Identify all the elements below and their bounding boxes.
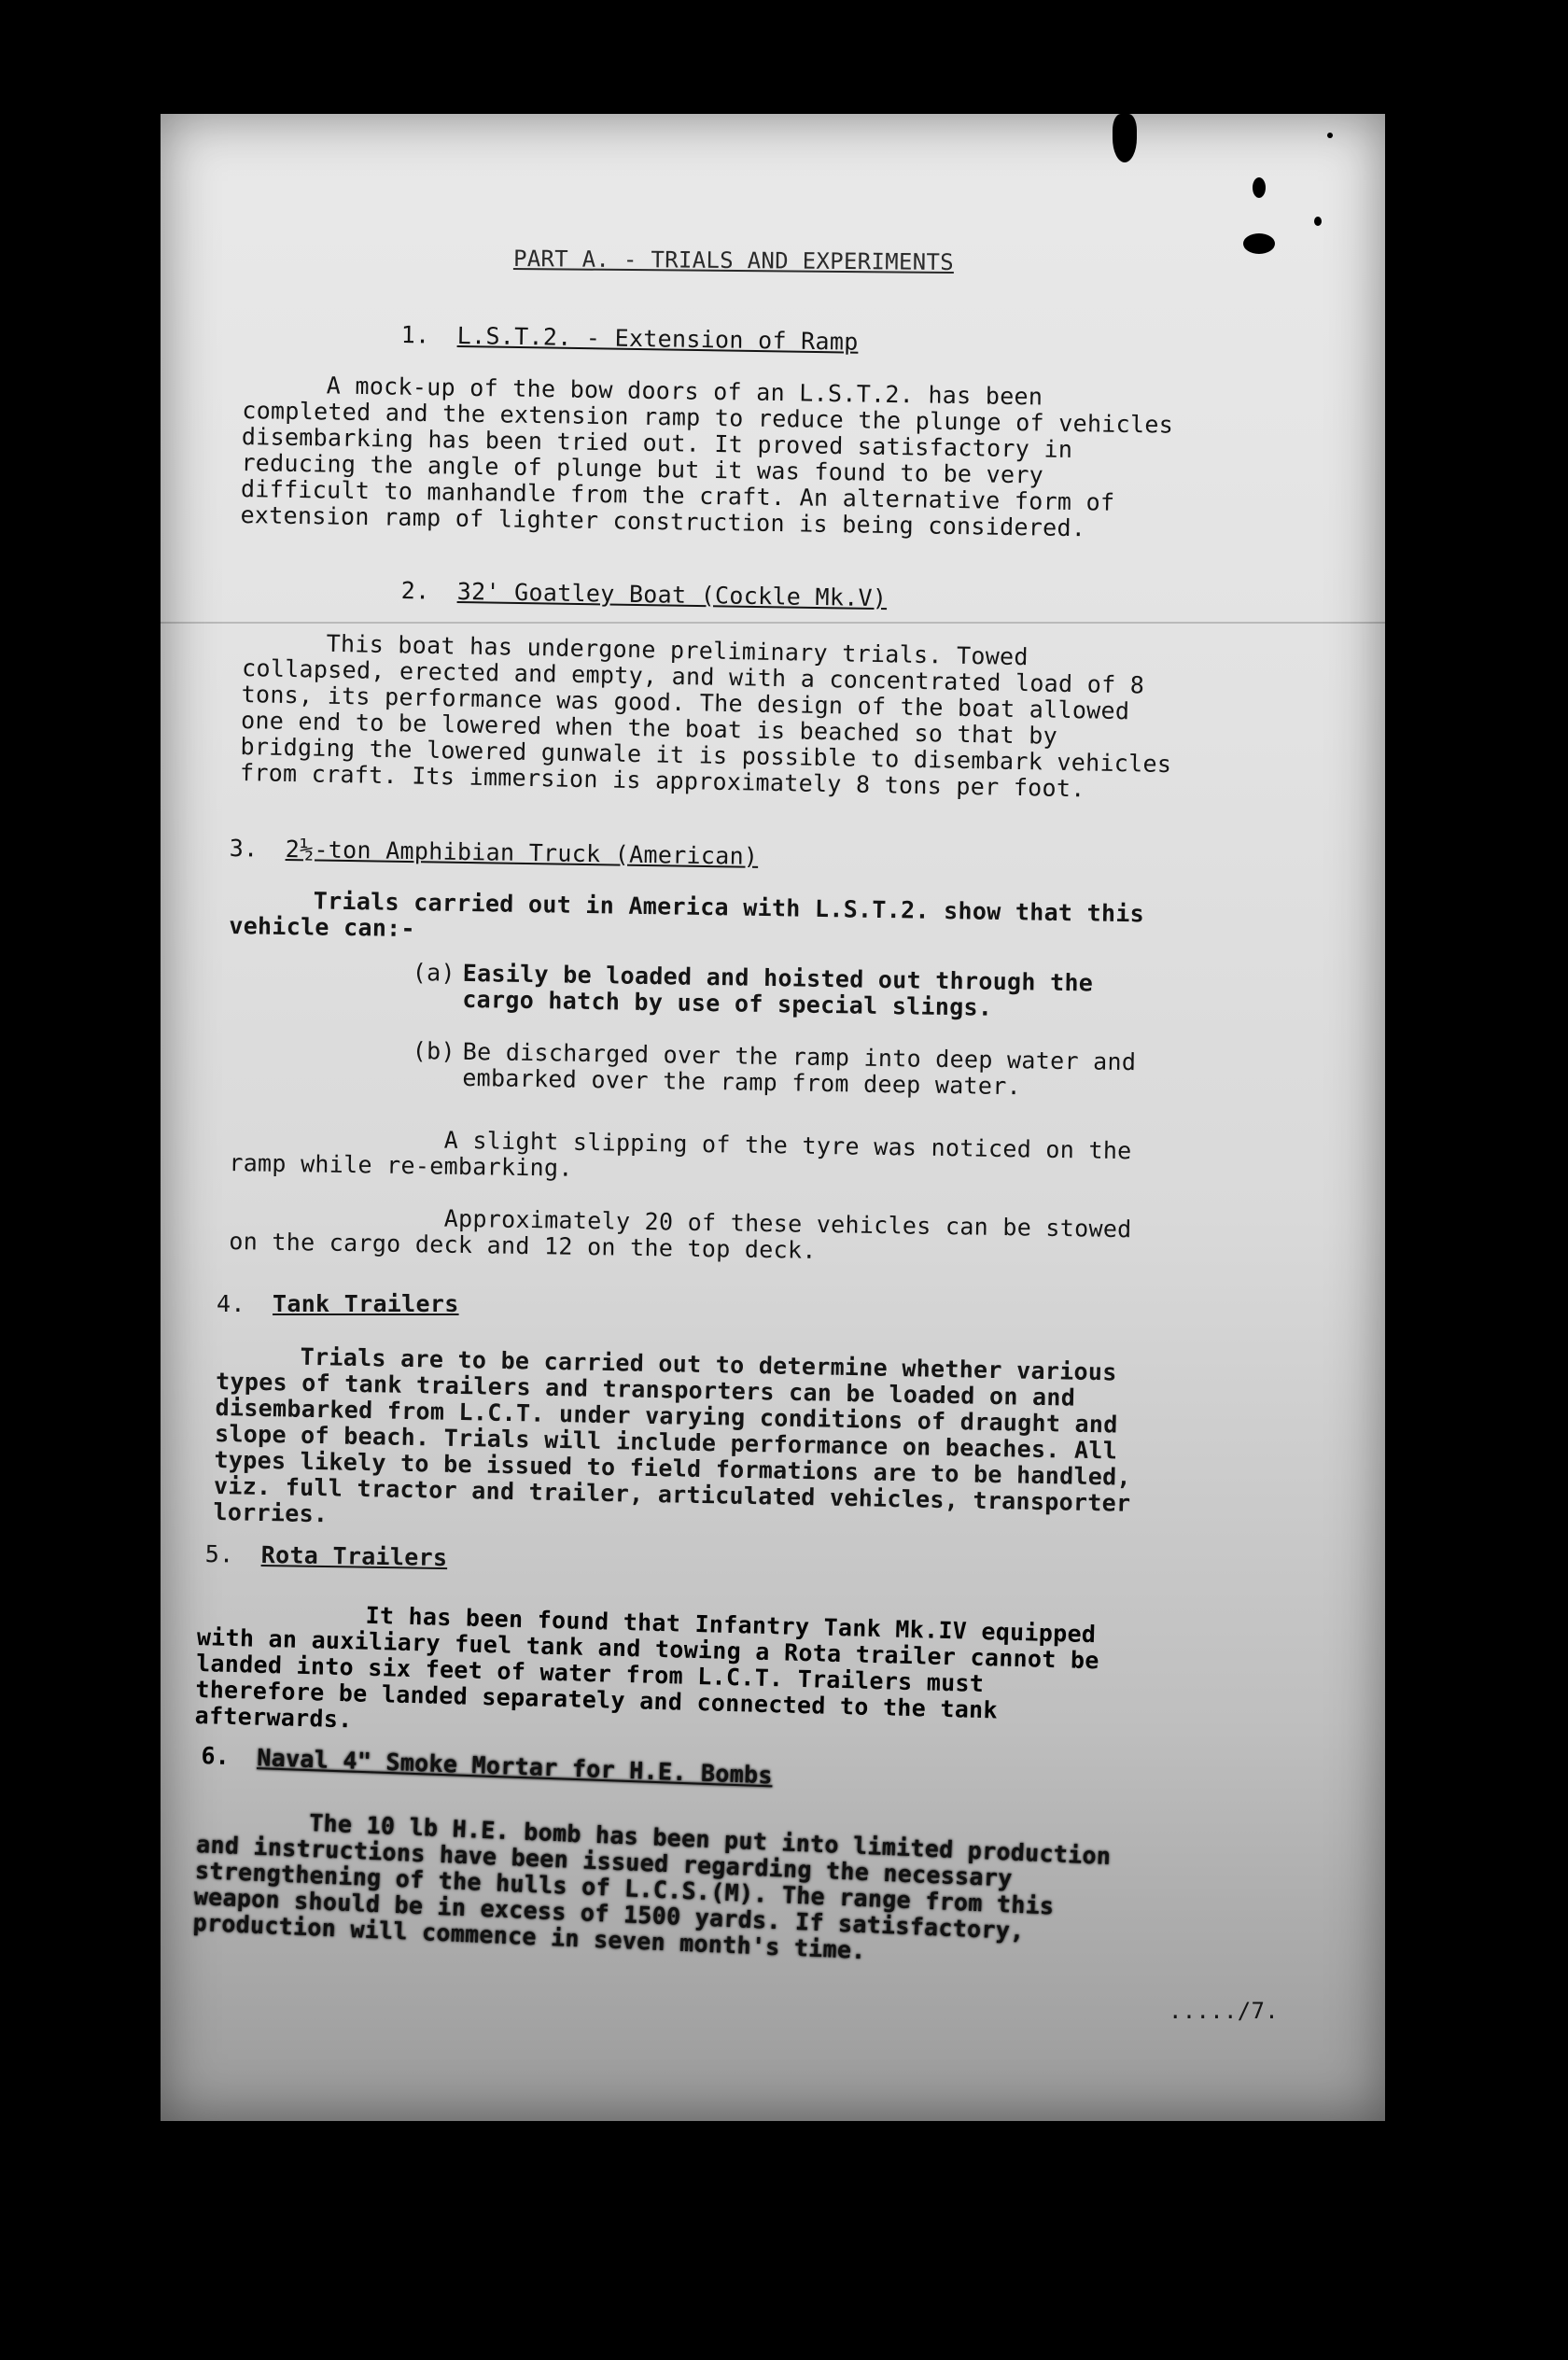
section-number: 3. [229, 835, 259, 863]
list-item-text: Be discharged over the ramp into deep water and embarked over the ramp from deep water. [462, 1037, 1137, 1101]
ink-blot [1113, 114, 1137, 162]
ink-blot [1253, 177, 1266, 198]
section-1-paragraph: A mock-up of the bow doors of an L.S.T.2. has been completed and the extension ramp to reduce the plunge of vehicles disembarking has been tried out. It proved satisfactory in reducing the angle of plunge but it was found to be very difficult to manhandle from the craft. An alternative form of extension ramp of lighter construction is being considered. [240, 372, 1174, 542]
page-fold-line [161, 622, 1385, 624]
section-5-paragraph: It has been found that Infantry Tank Mk.IV equipped with an auxiliary fuel tank and towing a Rota trailer cannot be landed into six feet of water from L.C.T. Trailers must therefore be landed separately and connected to the tank afterwards. [194, 1601, 1100, 1734]
section-number: 4. [217, 1290, 245, 1317]
section-3-paragraph: A slight slipping of the tyre was noticed on the ramp while re-embarking. [229, 1126, 1132, 1182]
page-title: PART A. - TRIALS AND EXPERIMENTS [512, 245, 955, 276]
list-item [412, 960, 1141, 1023]
section-4-heading [217, 1290, 459, 1317]
section-6-paragraph: The 10 lb H.E. bomb has been put into limited production and instructions have been issued regarding the necessary strengthening of the hulls of L.C.S.(M). The range from this weapon should be in excess of 1500 yards. If satisfactory, production will commence in seven month's time. [192, 1809, 1112, 1965]
section-4-paragraph: Trials are to be carried out to determine whether various types of tank trailers and transporters can be loaded on and disembarked from L.C.T. under varying conditions of draught and slope of beach. Trials will include performance on beaches. All types likely to be issued to field formations are to be handled, viz. full tractor and trailer, articulated vehicles, transporter lorries. [213, 1342, 1132, 1528]
list-item [412, 1038, 1141, 1102]
list-item-text: Easily be loaded and hoisted out through the cargo hatch by use of special slings. [462, 959, 1094, 1021]
section-2-heading [401, 577, 888, 611]
list-item-tag: (a) [412, 959, 456, 987]
section-number: 2. [400, 577, 430, 605]
section-number: 5. [204, 1540, 234, 1568]
document-page [161, 114, 1385, 2121]
ink-blot [1243, 233, 1275, 254]
section-title: Tank Trailers [273, 1290, 459, 1317]
list-item-tag: (b) [412, 1037, 456, 1065]
page-continuation: ...../7. [1169, 1998, 1279, 2024]
section-title: 32' Goatley Boat (Cockle Mk.V) [456, 577, 888, 612]
section-title: 2½-ton Amphibian Truck (American) [285, 835, 759, 870]
section-title: Rota Trailers [260, 1540, 448, 1572]
ink-blot [1314, 217, 1322, 226]
section-6-heading [201, 1742, 773, 1789]
ink-blot [1327, 133, 1333, 138]
section-3-paragraph: Approximately 20 of these vehicles can be stowed on the cargo deck and 12 on the top deck. [229, 1204, 1132, 1264]
section-title: L.S.T.2. - Extension of Ramp [456, 321, 859, 356]
section-2-paragraph: This boat has undergone preliminary trials. Towed collapsed, erected and empty, and with a concentrated load of 8 tons, its performance was good. The design of the boat allowed one end to be lowered when the boat is beached so that by bridging the lowered gunwale it is possible to disembark vehicles from craft. Its immersion is approximately 8 tons per foot. [239, 629, 1172, 803]
section-number: 6. [200, 1742, 231, 1771]
section-title: Naval 4" Smoke Mortar for H.E. Bombs [256, 1744, 774, 1790]
section-3-intro: Trials carried out in America with L.S.T.2. show that this vehicle can:- [229, 887, 1145, 943]
section-1-heading [401, 321, 859, 356]
section-3-heading [230, 835, 759, 870]
section-5-heading [205, 1540, 448, 1571]
section-number: 1. [400, 321, 430, 349]
